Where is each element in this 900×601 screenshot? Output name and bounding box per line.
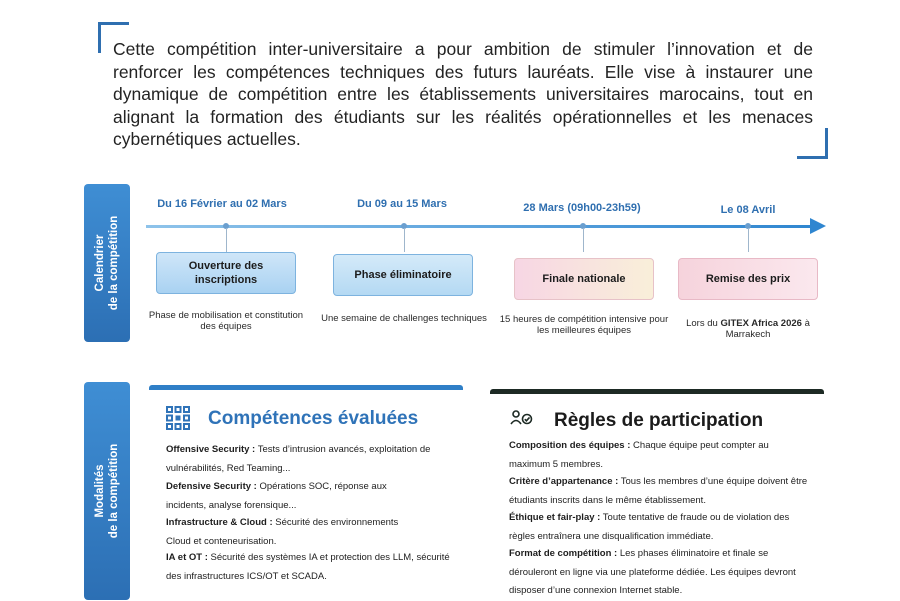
phase-1-title: Ouverture des inscriptions: [188, 260, 264, 286]
skills-item-infrastructure: [166, 514, 416, 551]
rules-card-topbar: [490, 389, 824, 394]
rules-title: Règles de participation: [554, 410, 764, 431]
skills-item-label: Defensive Security :: [166, 481, 257, 492]
modalities-side-label: [84, 382, 130, 600]
rules-item-format: [509, 545, 809, 601]
skills-item-text: Tests d’intrusion avancés, exploitation de vulnérabilités, Red Teaming...: [166, 444, 431, 474]
phase-4-tick: [748, 228, 749, 252]
quote-corner-bottom-right: [797, 128, 828, 159]
timeline-line: [146, 225, 814, 228]
phase-1-tick: [226, 228, 227, 252]
modalities-side-label-text: Modalités de la compétition: [94, 443, 120, 539]
phase-1-box: [156, 252, 296, 294]
phase-4-title: Remise des prix: [705, 273, 791, 285]
people-icon: [509, 408, 535, 430]
phase-4-desc: [663, 318, 833, 340]
skills-item-text: Opérations SOC, réponse aux incidents, analyse forensique...: [166, 481, 387, 511]
phase-4-date: Le 08 Avril: [720, 204, 776, 216]
calendar-side-label: [84, 184, 130, 342]
rules-item-text: Les phases éliminatoire et finale se dérouleront en ligne via une plateforme dédiée. Les équipes devront disposer d’une connexion Internet stable.: [509, 548, 796, 596]
rules-item-text: Chaque équipe peut compter au maximum 5 membres.: [509, 440, 769, 470]
intro-paragraph: Cette compétition inter-universitaire a pour ambition de stimuler l’innovation et de renforcer les compétences techniques des futurs lauréats. Elle vise à instaurer une dynamique de compétition entre les établissements universitaires marocains, tout en alignant la formation des étudiants sur les réalités opérationnelles et les menaces cybernétiques actuelles.: [113, 39, 813, 149]
skills-title: Compétences évaluées: [208, 408, 419, 429]
phase-3-box: [514, 258, 654, 300]
rules-item-label: Format de compétition :: [509, 548, 618, 559]
phase-2-tick: [404, 228, 405, 252]
skills-item-offensive: [166, 441, 451, 478]
rules-item-text: Toute tentative de fraude ou de violation des règles entraînera une disqualification immédiate.: [509, 512, 790, 542]
skills-item-text: Sécurité des environnements Cloud et conteneurisation.: [166, 517, 399, 547]
skills-item-ia-ot: [166, 549, 451, 586]
rules-item-text: Tous les membres d’une équipe doivent être étudiants inscrits dans le même établissement.: [509, 476, 808, 506]
phase-3-desc: 15 heures de compétition intensive pour les meilleures équipes: [499, 314, 669, 336]
phase-2-desc: Une semaine de challenges techniques: [321, 313, 487, 324]
phase-3-title: Finale nationale: [542, 273, 626, 285]
rules-item-label: Éthique et fair-play :: [509, 512, 601, 523]
rules-item-label: Critère d’appartenance :: [509, 476, 619, 487]
phase-3-tick: [583, 228, 584, 252]
skills-item-text: Sécurité des systèmes IA et protection des LLM, sécurité des infrastructures ICS/OT et SCADA.: [166, 552, 450, 582]
phase-4-desc-prefix: Lors du: [686, 318, 721, 329]
rules-item-ethics: [509, 509, 809, 546]
phase-4-desc-bold: GITEX Africa 2026: [720, 318, 802, 329]
calendar-side-label-text: Calendrier de la compétition: [94, 215, 120, 311]
rules-item-label: Composition des équipes :: [509, 440, 631, 451]
rules-item-composition: [509, 437, 809, 474]
skills-item-label: IA et OT :: [166, 552, 208, 563]
skills-card-topbar: [149, 385, 463, 390]
skills-item-label: Infrastructure & Cloud :: [166, 517, 273, 528]
phase-2-title: Phase éliminatoire: [354, 269, 452, 281]
timeline-arrow-icon: [810, 218, 826, 234]
phase-3-date: 28 Mars (09h00-23h59): [523, 202, 641, 214]
phase-4-box: [678, 258, 818, 300]
phase-1-desc: Phase de mobilisation et constitution des équipes: [148, 310, 304, 332]
phase-2-date: Du 09 au 15 Mars: [357, 198, 447, 210]
skills-item-label: Offensive Security :: [166, 444, 256, 455]
skills-item-defensive: [166, 478, 416, 515]
phase-4-desc-suffix: à Marrakech: [725, 318, 810, 340]
rules-item-belonging: [509, 473, 809, 510]
phase-2-box: [333, 254, 473, 296]
phase-1-date: Du 16 Février au 02 Mars: [157, 198, 287, 210]
grid-icon: [165, 405, 191, 431]
